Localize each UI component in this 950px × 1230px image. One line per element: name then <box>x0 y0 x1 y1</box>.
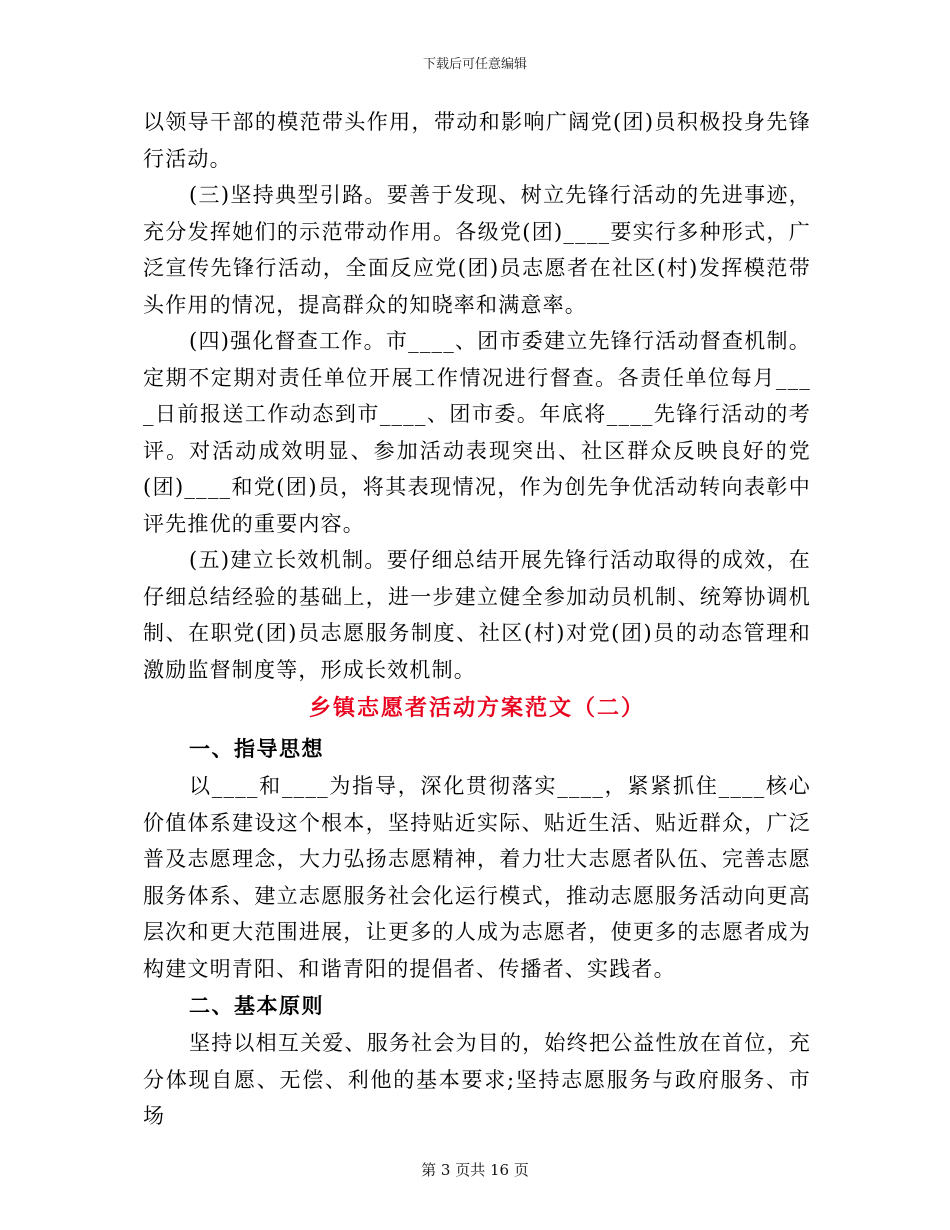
page-footer: 第 3 页共 16 页 <box>421 1161 529 1179</box>
paragraph-continuation: 以领导干部的模范带头作用，带动和影响广阔党(团)员积极投身先锋行活动。 <box>143 110 811 171</box>
page-header: 下载后可任意编辑 <box>422 57 527 72</box>
heading-guiding-ideology: 一、指导思想 <box>189 736 324 761</box>
paragraph-guiding-ideology: 以____和____为指导，深化贯彻落实____，紧紧抓住____核心价值体系建设这个根本，坚持贴近实际、贴近生活、贴近群众，广泛普及志愿理念，大力弘扬志愿精神，着力壮大志愿者队伍、完善志愿服务体系、建立志愿服务社会化运行模式，推动志愿服务活动向更高层次和更大范围进展，让更多的人成为志愿者，使更多的志愿者成为构建文明青阳、和谐青阳的提倡者、传播者、实践者。 <box>143 774 811 981</box>
paragraph-typical-guidance: (三)坚持典型引路。要善于发现、树立先锋行活动的先进事迹，充分发挥她们的示范带动作用。各级党(团)____要实行多种形式，广泛宣传先锋行活动，全面反应党(团)员志愿者在社区(村)发挥模范带头作用的情况，提高群众的知晓率和满意率。 <box>143 183 811 317</box>
paragraph-supervision: (四)强化督查工作。市____、团市委建立先锋行活动督查机制。定期不定期对责任单位开展工作情况进行督查。各责任单位每月____日前报送工作动态到市____、团市委。年底将____先锋行活动的考评。对活动成效明显、参加活动表现突出、社区群众反映良好的党(团)____和党(团)员，将其表现情况，作为创先争优活动转向表彰中评先推优的重要内容。 <box>143 329 811 536</box>
heading-basic-principles: 二、基本原则 <box>189 993 324 1018</box>
section-title: 乡镇志愿者活动方案范文（二） <box>308 695 645 721</box>
document-body <box>143 104 811 1135</box>
paragraph-long-term-mechanism: (五)建立长效机制。要仔细总结开展先锋行活动取得的成效，在仔细总结经验的基础上，进一步建立健全参加动员机制、统筹协调机制、在职党(团)员志愿服务制度、社区(村)对党(团)员的动态管理和激励监督制度等，形成长效机制。 <box>143 548 811 682</box>
paragraph-basic-principles: 坚持以相互关爱、服务社会为目的，始终把公益性放在首位，充分体现自愿、无偿、利他的基本要求;坚持志愿服务与政府服务、市场 <box>143 1031 811 1128</box>
